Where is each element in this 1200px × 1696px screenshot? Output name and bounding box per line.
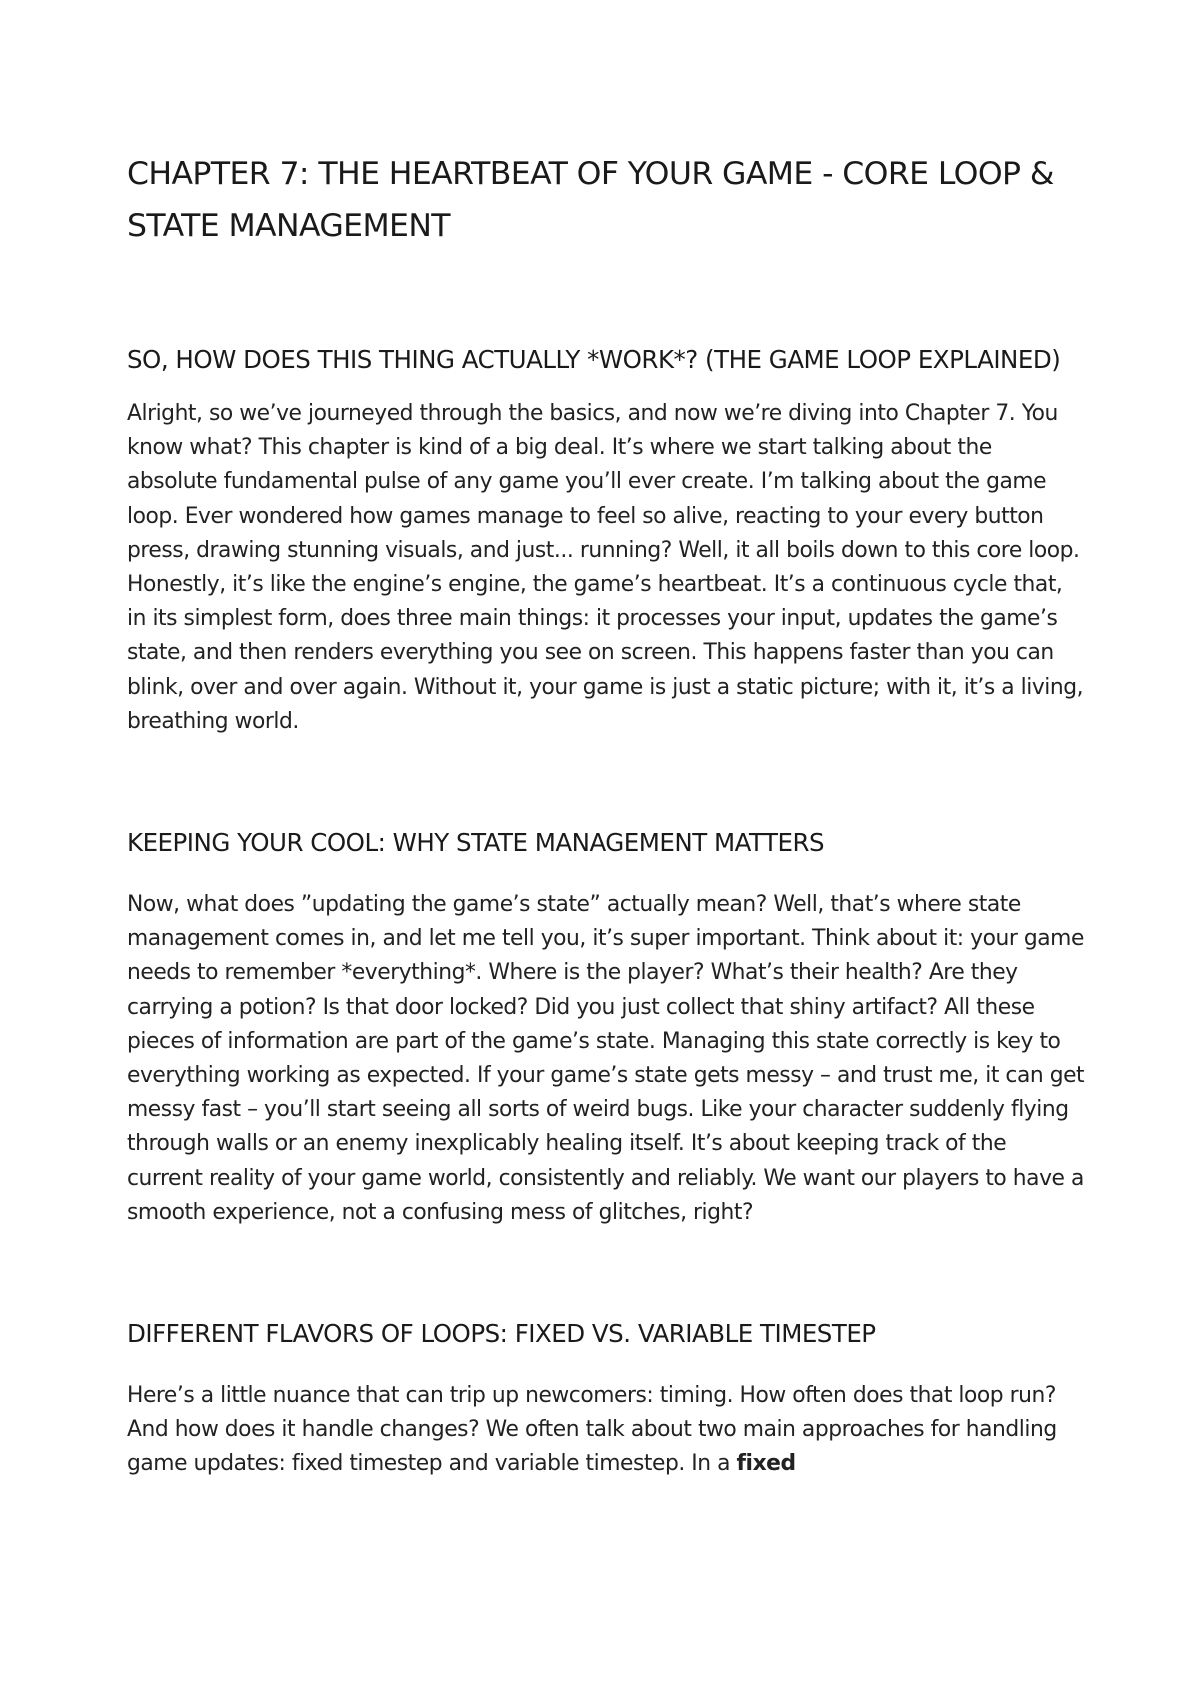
document-page [127, 148, 1087, 1482]
section-body: Alright, so we’ve journeyed through the basics, and now we’re diving into Chapter 7. You know what? This chapter is kind of a big deal. It’s where we start talking about the absolute fundamental pulse of any game you’ll ever create. I’m talking about the game loop. Ever wondered how games manage to feel so alive, reacting to your every button press, drawing stunning visuals, and just... running? Well, it all boils down to this core loop. Honestly, it’s like the engine’s engine, the game’s heartbeat. It’s a continuous cycle that, in its simplest form, does three main things: it processes your input, updates the game’s state, and then renders everything you see on screen. This happens faster than you can blink, over and over again. Without it, your game is just a static picture; with it, it’s a living, breathing world. [127, 401, 1084, 734]
section-game-loop [127, 338, 1087, 739]
section-heading: SO, HOW DOES THIS THING ACTUALLY *WORK*? (THE GAME LOOP EXPLAINED) [127, 345, 1061, 374]
chapter-title: CHAPTER 7: THE HEARTBEAT OF YOUR GAME - CORE LOOP & STATE MANAGEMENT [127, 156, 1054, 244]
section-heading: DIFFERENT FLAVORS OF LOOPS: FIXED VS. VARIABLE TIMESTEP [127, 1319, 876, 1349]
section-body: Now, what does ”updating the game’s state” actually mean? Well, that’s where state management comes in, and let me tell you, it’s super important. Think about it: your game needs to remember *everything*. Where is the player? What’s their health? Are they carrying a potion? Is that door locked? Did you just collect that shiny artifact? All these pieces of information are part of the game’s state. Managing this state correctly is key to everything working as expected. If your game’s state gets messy – and trust me, it can get messy fast – you’ll start seeing all sorts of weird bugs. Like your character suddenly flying through walls or an enemy inexplicably healing itself. It’s about keeping track of the current reality of your game world, consistently and reliably. We want our players to have a smooth experience, not a confusing mess of glitches, right? [127, 892, 1085, 1225]
bold-term: fixed [736, 1451, 796, 1477]
section-state-management [127, 821, 1087, 1230]
section-body-text: Here’s a little nuance that can trip up newcomers: timing. How often does that loop run? And how does it handle changes? We often talk about two main approaches for handling game updates: fixed timestep and variable timestep. In a [127, 1383, 1057, 1477]
section-body [127, 1379, 1087, 1482]
section-heading: KEEPING YOUR COOL: WHY STATE MANAGEMENT MATTERS [127, 828, 825, 858]
section-timestep [127, 1312, 1087, 1482]
